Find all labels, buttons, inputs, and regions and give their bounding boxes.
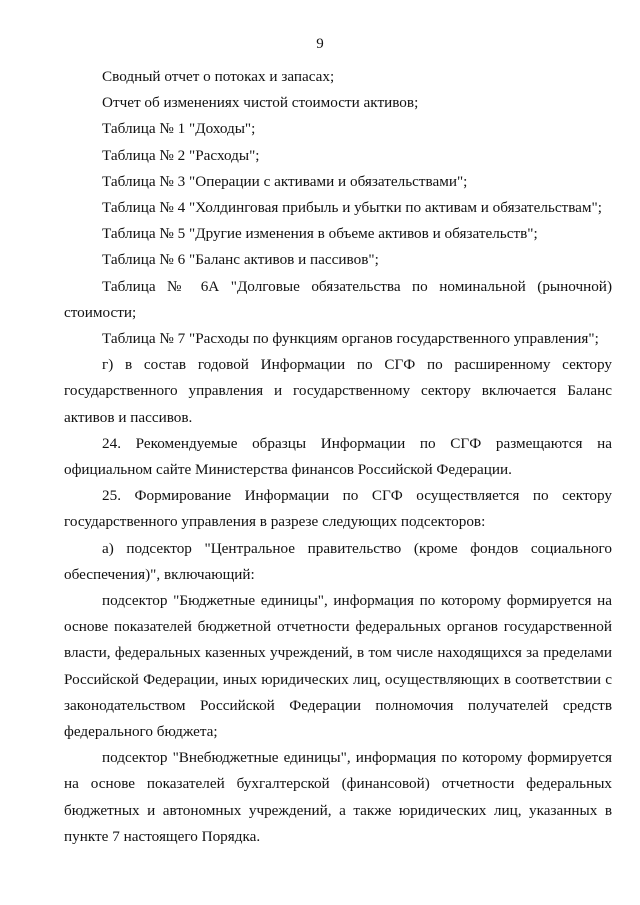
page-number: 9 <box>316 36 324 52</box>
paragraph-table-4: Таблица № 4 "Холдинговая прибыль и убытки по активам и обязательствам"; <box>102 199 602 217</box>
paragraph-table-6a: Таблица № 6А "Долговые обязательства по номинальной (рыночной) стоимости; <box>64 277 612 321</box>
paragraph-item-g: г) в состав годовой Информации по СГФ по расширенному сектору государственного управления и государственному сектору включается Баланс активов и пассивов. <box>64 356 612 426</box>
document-body <box>64 64 612 850</box>
paragraph-table-2: Таблица № 2 "Расходы"; <box>102 146 260 164</box>
paragraph-net-assets-report: Отчет об изменениях чистой стоимости активов; <box>102 94 419 112</box>
paragraph-clause-25: 25. Формирование Информации по СГФ осуществляется по сектору государственного управления в разрезе следующих подсекторов: <box>64 487 612 531</box>
paragraph-summary-report: Сводный отчет о потоках и запасах; <box>102 68 335 85</box>
paragraph-table-5: Таблица № 5 "Другие изменения в объеме активов и обязательств"; <box>102 225 538 243</box>
paragraph-budget-units: подсектор "Бюджетные единицы", информация по которому формируется на основе показателей бюджетной отчетности федеральных органов государственной власти, федеральных казенных учреждений, в том числе находящихся за пределами Российской Федерации, иных юридических лиц, осуществляющих в соответствии с законодательством Российской Федерации полномочия получателей средств федерального бюджета; <box>64 592 612 741</box>
paragraph-table-1: Таблица № 1 "Доходы"; <box>102 120 256 138</box>
paragraph-extrabudget-units: подсектор "Внебюджетные единицы", информация по которому формируется на основе показателей бухгалтерской (финансовой) отчетности федеральных бюджетных и автономных учреждений, а также юридических лиц, указанных в пункте 7 настоящего Порядка. <box>64 749 612 845</box>
paragraph-item-a: а) подсектор "Центральное правительство (кроме фондов социального обеспечения)", включающий: <box>64 539 612 583</box>
paragraph-table-6: Таблица № 6 "Баланс активов и пассивов"; <box>102 251 379 269</box>
paragraph-clause-24: 24. Рекомендуемые образцы Информации по СГФ размещаются на официальном сайте Министерства финансов Российской Федерации. <box>64 434 612 479</box>
paragraph-table-3: Таблица № 3 "Операции с активами и обязательствами"; <box>102 172 468 190</box>
paragraph-table-7: Таблица № 7 "Расходы по функциям органов государственного управления"; <box>102 330 599 348</box>
